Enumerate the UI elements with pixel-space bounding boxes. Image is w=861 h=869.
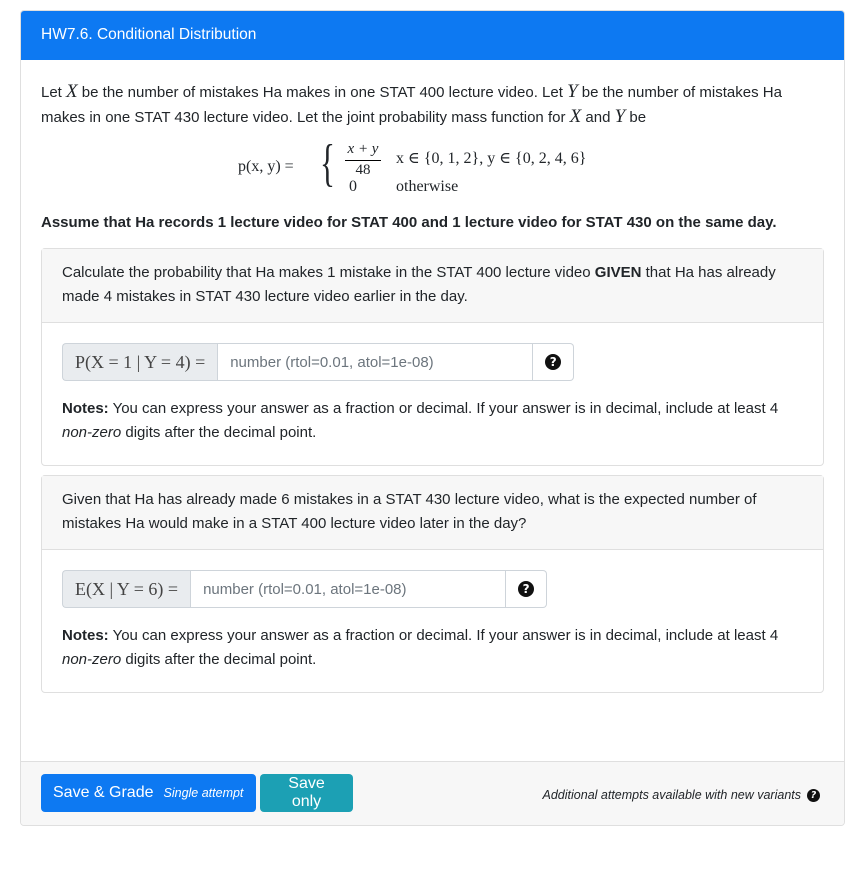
help-button-2[interactable] — [506, 570, 547, 608]
question-card — [20, 10, 845, 826]
part-2-prompt: Given that Ha has already made 6 mistakes in a STAT 430 lecture video, what is the expected number of mistakes Ha would make in a STAT 400 lecture video later in the day? — [42, 476, 823, 550]
answer-group-2 — [62, 570, 803, 608]
save-grade-label: Save & Grade — [53, 784, 154, 801]
question-circle-icon[interactable]: ? — [807, 789, 820, 802]
pmf-fraction — [343, 140, 383, 179]
save-only-button[interactable]: Save only — [260, 774, 353, 812]
part-1-prompt: Calculate the probability that Ha makes 1 mistake in the STAT 400 lecture video GIVEN that Ha has already made 4 mistakes in STAT 430 lecture video earlier in the day. — [42, 249, 823, 323]
pmf-condition: x ∈ {0, 1, 2}, y ∈ {0, 2, 4, 6} — [396, 150, 587, 167]
pmf-zero: 0 — [349, 178, 357, 195]
question-circle-icon: ? — [545, 354, 561, 370]
pmf-brace: { — [320, 135, 335, 192]
answer-group-1 — [62, 343, 803, 381]
answer-label-2: E(X | Y = 6) = — [62, 570, 190, 608]
question-circle-icon: ? — [518, 581, 534, 597]
notes-1: Notes: You can express your answer as a fraction or decimal. If your answer is in decimal, include at least 4 non-zero digits after the decimal point. — [62, 400, 779, 441]
pmf-denominator: 48 — [355, 162, 371, 178]
answer-input-1[interactable] — [217, 343, 533, 381]
additional-attempts-text: Additional attempts available with new variants — [542, 788, 801, 802]
intro-text: Let X be the number of mistakes Ha makes in one STAT 400 lecture video. Let Y be the number of mistakes Ha makes in one STAT 430 lecture video. Let the joint probability mass function for X and Y be — [41, 81, 782, 127]
pmf-formula — [41, 135, 824, 198]
help-button-1[interactable] — [533, 343, 574, 381]
question-part-2 — [41, 475, 824, 693]
save-grade-button[interactable] — [41, 774, 256, 812]
assumption-text: Assume that Ha records 1 lecture video for STAT 400 and 1 lecture video for STAT 430 on the same day. — [41, 214, 777, 231]
answer-input-2[interactable] — [190, 570, 506, 608]
answer-label-1: P(X = 1 | Y = 4) = — [62, 343, 217, 381]
question-body — [21, 60, 844, 693]
question-part-1 — [41, 248, 824, 466]
pmf-numerator: x + y — [347, 141, 379, 157]
notes-2: Notes: You can express your answer as a fraction or decimal. If your answer is in decimal, include at least 4 non-zero digits after the decimal point. — [62, 627, 779, 668]
save-grade-sub: Single attempt — [163, 786, 244, 800]
pmf-lhs: p(x, y) = — [238, 158, 294, 175]
pmf-otherwise: otherwise — [396, 178, 459, 195]
question-title: HW7.6. Conditional Distribution — [21, 11, 844, 60]
card-footer — [21, 761, 844, 825]
additional-attempts — [543, 788, 820, 802]
